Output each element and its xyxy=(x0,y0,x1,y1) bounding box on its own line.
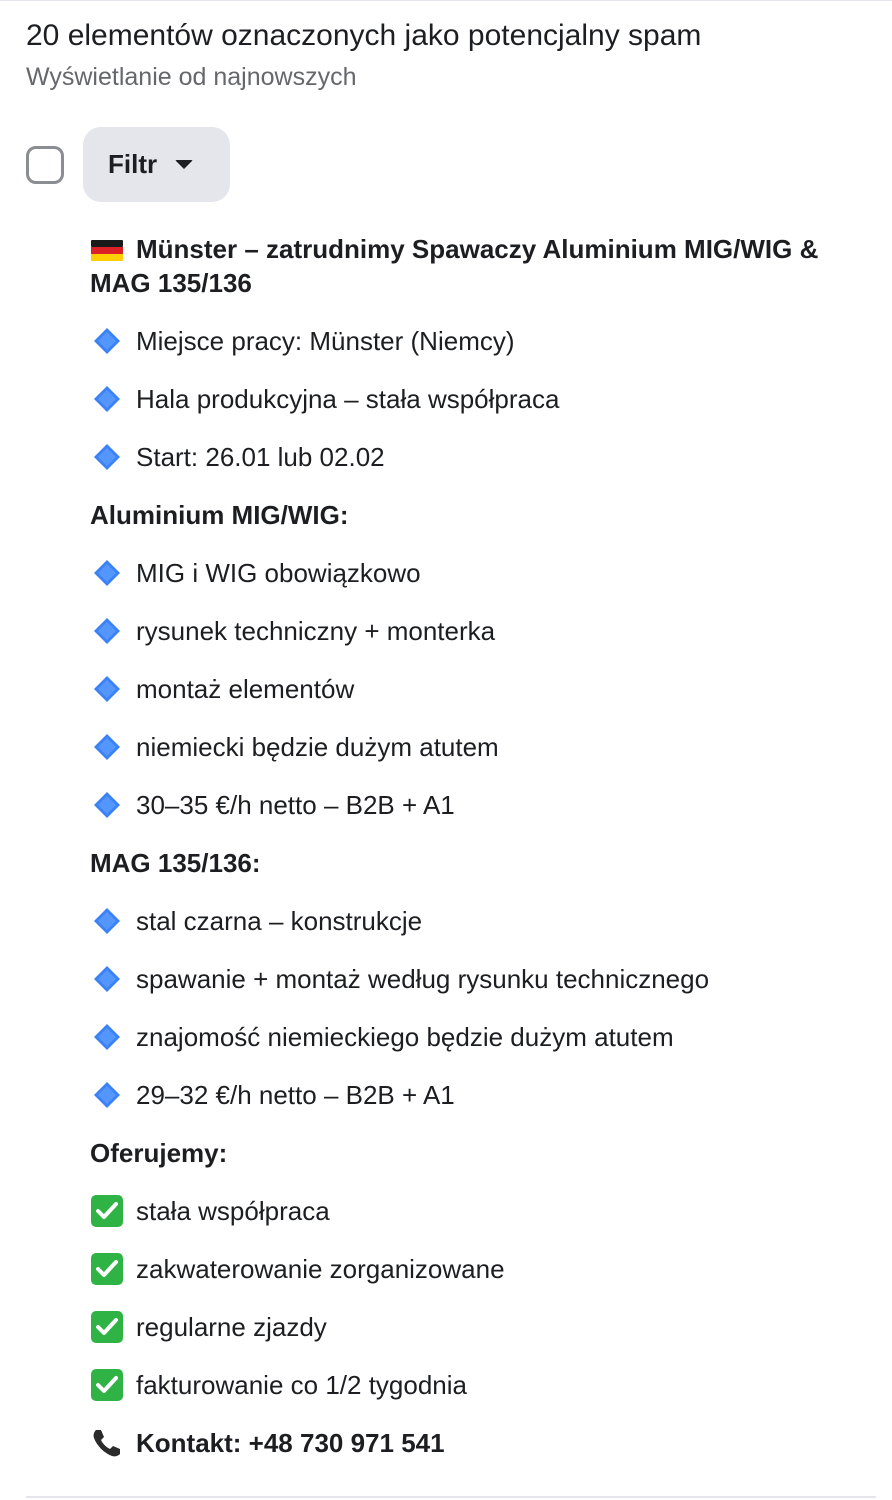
post-line xyxy=(90,370,870,428)
blue-diamond-icon xyxy=(90,1078,124,1112)
blue-diamond-icon xyxy=(90,440,124,474)
post-line-text: niemiecki będzie dużym atutem xyxy=(136,731,499,762)
check-mark-icon xyxy=(90,1310,124,1344)
post-line xyxy=(90,1414,870,1472)
bottom-divider xyxy=(26,1496,876,1498)
post-line xyxy=(90,312,870,370)
post-line xyxy=(90,950,870,1008)
blue-diamond-icon xyxy=(90,556,124,590)
post-line xyxy=(90,1066,870,1124)
page-title: 20 elementów oznaczonych jako potencjalny spam xyxy=(26,19,702,52)
post-line xyxy=(90,1240,870,1298)
check-mark-icon xyxy=(90,1194,124,1228)
blue-diamond-icon xyxy=(90,962,124,996)
post-content[interactable] xyxy=(90,232,870,1472)
post-line-text: Start: 26.01 lub 02.02 xyxy=(136,441,385,472)
post-line-text: stała współpraca xyxy=(136,1195,330,1226)
check-mark-icon xyxy=(90,1368,124,1402)
post-line xyxy=(90,892,870,950)
filter-button[interactable] xyxy=(83,127,230,202)
post-line-text: Aluminium MIG/WIG: xyxy=(90,499,349,530)
post-title-text: Münster – zatrudnimy Spawaczy Aluminium MIG/WIG & MAG 135/136 xyxy=(90,234,819,298)
post-line xyxy=(90,428,870,486)
post-line-text: Hala produkcyjna – stała współpraca xyxy=(136,383,560,414)
page-header xyxy=(26,16,876,94)
section-heading xyxy=(90,834,870,892)
blue-diamond-icon xyxy=(90,672,124,706)
post-line-text: 30–35 €/h netto – B2B + A1 xyxy=(136,789,455,820)
sort-subtitle: Wyświetlanie od najnowszych xyxy=(26,63,357,91)
post-line-text: spawanie + montaż według rysunku technicznego xyxy=(136,963,710,994)
post-line xyxy=(90,602,870,660)
blue-diamond-icon xyxy=(90,382,124,416)
filter-label: Filtr xyxy=(108,149,158,179)
post-line xyxy=(90,544,870,602)
post-line-text: stal czarna – konstrukcje xyxy=(136,905,423,936)
phone-icon xyxy=(90,1426,124,1460)
blue-diamond-icon xyxy=(90,614,124,648)
post-line-text: rysunek techniczny + monterka xyxy=(136,615,496,646)
caret-down-icon xyxy=(175,160,193,169)
post-line-text: montaż elementów xyxy=(136,673,355,704)
post-line xyxy=(90,660,870,718)
section-heading xyxy=(90,486,870,544)
section-heading xyxy=(90,1124,870,1182)
germany-flag-icon xyxy=(90,237,124,263)
top-divider xyxy=(0,0,892,1)
blue-diamond-icon xyxy=(90,788,124,822)
blue-diamond-icon xyxy=(90,324,124,358)
post-line-text: MIG i WIG obowiązkowo xyxy=(136,557,421,588)
post-line xyxy=(90,1182,870,1240)
post-line-text: MAG 135/136: xyxy=(90,847,261,878)
post-line xyxy=(90,1298,870,1356)
post-line xyxy=(90,776,870,834)
post-line-text: znajomość niemieckiego będzie dużym atutem xyxy=(136,1021,674,1052)
post-line-text: zakwaterowanie zorganizowane xyxy=(136,1253,505,1284)
post-line-text: Oferujemy: xyxy=(90,1137,228,1168)
post-title xyxy=(90,232,870,300)
post-line-text: Kontakt: +48 730 971 541 xyxy=(136,1427,445,1458)
check-mark-icon xyxy=(90,1252,124,1286)
filter-toolbar xyxy=(26,127,230,202)
post-line xyxy=(90,718,870,776)
blue-diamond-icon xyxy=(90,730,124,764)
blue-diamond-icon xyxy=(90,1020,124,1054)
post-line xyxy=(90,1008,870,1066)
select-all-checkbox[interactable] xyxy=(26,146,64,184)
post-line-text: Miejsce pracy: Münster (Niemcy) xyxy=(136,325,515,356)
post-line xyxy=(90,1356,870,1414)
post-line-text: 29–32 €/h netto – B2B + A1 xyxy=(136,1079,455,1110)
blue-diamond-icon xyxy=(90,904,124,938)
post-body xyxy=(90,312,870,1472)
post-line-text: regularne zjazdy xyxy=(136,1311,327,1342)
post-line-text: fakturowanie co 1/2 tygodnia xyxy=(136,1369,467,1400)
